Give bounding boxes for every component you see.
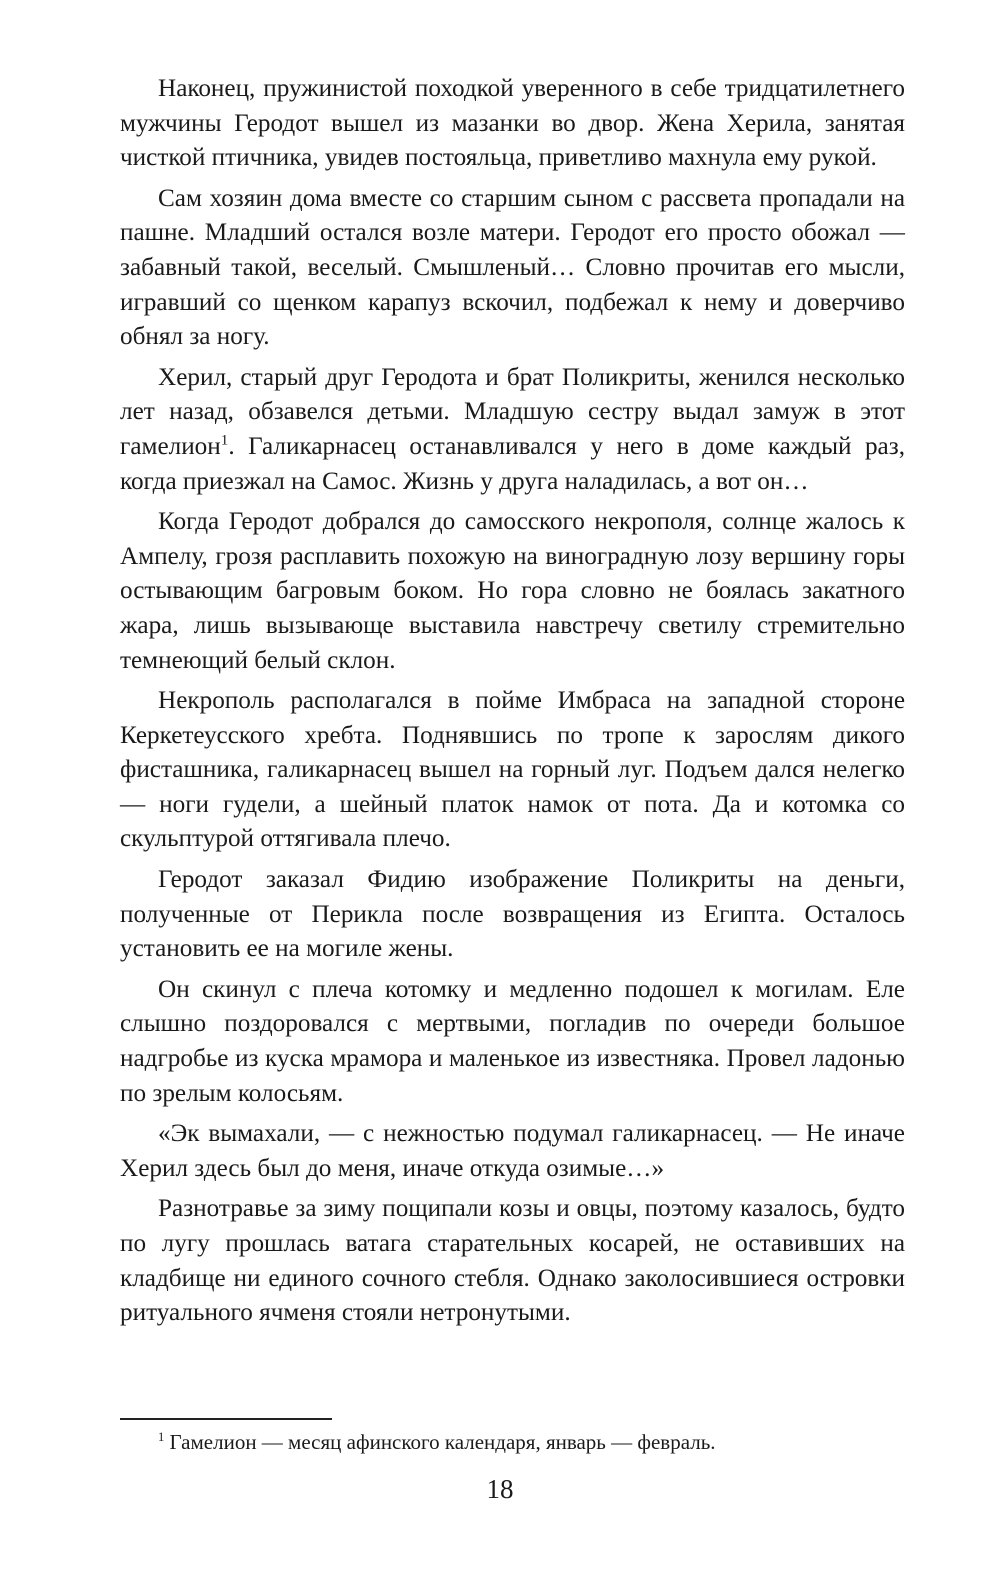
footnote-marker: 1 bbox=[158, 1430, 165, 1444]
paragraph-2: Сам хозяин дома вместе со старшим сыном с рассвета пропадали на пашне. Младший остался возле матери. Геродот его просто обожал — забавный такой, веселый. Смышленый… Словно прочитав его мысли, игравший со щенком карапуз вскочил, подбежал к нему и доверчиво обнял за ногу. bbox=[120, 184, 905, 351]
paragraph-8: «Эк вымахали, — с нежностью подумал галикарнасец. — Не иначе Херил здесь был до меня, иначе откуда озимые…» bbox=[120, 1120, 905, 1182]
page-number: 18 bbox=[486, 1474, 514, 1504]
paragraph-7: Он скинул с плеча котомку и медленно подошел к могилам. Еле слышно поздоровался с мертвыми, погладив по очереди большое надгробье из куска мрамора и маленькое из известняка. Провел ладонью по зрелым колосьям. bbox=[120, 975, 905, 1107]
paragraph-3 bbox=[120, 361, 905, 499]
paragraph-4: Когда Геродот добрался до самосского некрополя, солнце жалось к Ампелу, грозя расплавить похожую на виноградную лозу вершину горы остывающим багровым боком. Но гора словно не боялась закатного жара, лишь вызывающе выставила навстречу светилу стремительно темнеющий белый склон. bbox=[120, 508, 905, 674]
footnote-divider bbox=[120, 1418, 332, 1420]
paragraph-5: Некрополь располагался в пойме Имбраса на западной стороне Керкетеусского хребта. Поднявшись по тропе к зарослям дикого фисташника, галикарнасец вышел на горный луг. Подъем дался нелегко — ноги гудели, а шейный платок намок от пота. Да и котомка со скульптурой оттягивала плечо. bbox=[120, 687, 905, 853]
footnote-reference: 1 bbox=[220, 432, 229, 449]
paragraph-9: Разнотравье за зиму пощипали козы и овцы, поэтому казалось, будто по лугу прошлась ватага старательных косарей, не оставивших на кладбище ни единого сочного стебля. Однако заколосившиеся островки ритуального ячменя стояли нетронутыми. bbox=[120, 1195, 905, 1327]
paragraph-1: Наконец, пружинистой походкой уверенного в себе тридцатилетнего мужчины Геродот вышел из мазанки во двор. Жена Херила, занятая чисткой птичника, увидев постояльца, приветливо махнула ему рукой. bbox=[120, 75, 905, 172]
paragraph-6: Геродот заказал Фидию изображение Поликриты на деньги, полученные от Перикла после возвращения из Египта. Осталось установить ее на могиле жены. bbox=[120, 866, 905, 963]
page-body bbox=[120, 72, 905, 1337]
footnote bbox=[158, 1428, 903, 1456]
paragraph-3-text-before: Херил, старый друг Геродота и брат Поликриты, женился несколько лет назад, обзавелся детьми. Младшую сестру выдал замуж в этот гамелион bbox=[120, 363, 905, 460]
paragraph-3-text-after: . Галикарнасец останавливался у него в доме каждый раз, когда приезжал на Самос. Жизнь у друга наладилась, а вот он… bbox=[120, 432, 905, 495]
footnote-text: Гамелион — месяц афинского календаря, январь — февраль. bbox=[169, 1430, 716, 1454]
